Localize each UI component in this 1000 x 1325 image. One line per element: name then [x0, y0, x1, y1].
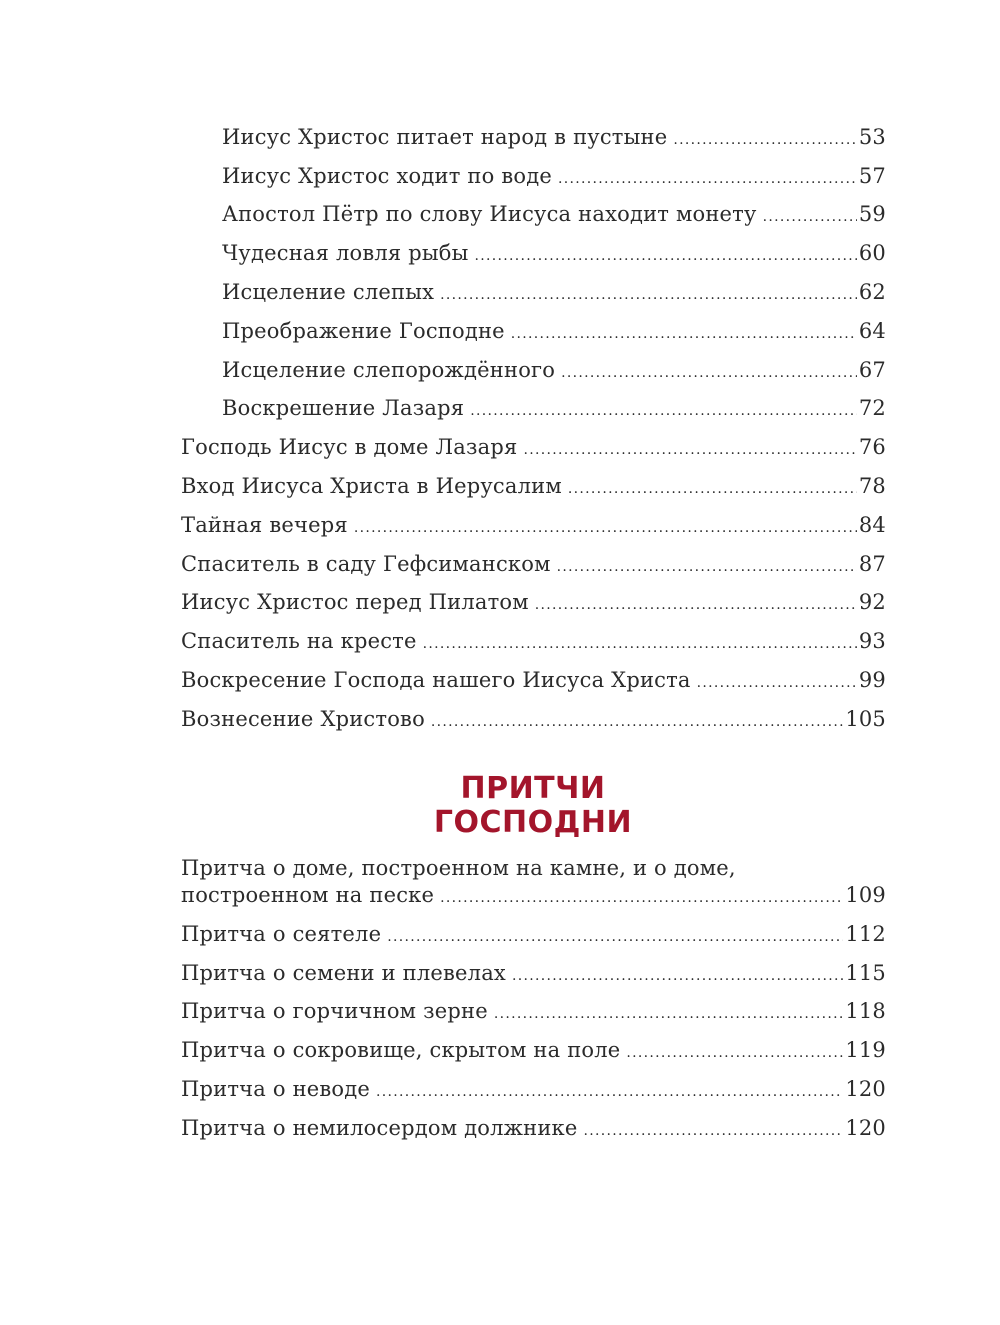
- toc-entry[interactable]: [181, 655, 886, 694]
- toc-entry-title: Притча о сокровище, скрытом на поле: [181, 1038, 621, 1063]
- dot-leader: [763, 201, 857, 228]
- dot-leader: [557, 551, 857, 578]
- toc-entry-page: 72: [858, 396, 886, 421]
- toc-entry-title: Исцеление слепых: [222, 279, 435, 304]
- toc-entry-page: 62: [858, 279, 886, 304]
- toc-entry[interactable]: [181, 909, 886, 948]
- toc-entry-title: Воскресение Господа нашего Иисуса Христа: [181, 667, 691, 692]
- toc-entry-page: 57: [858, 163, 886, 188]
- toc-entry[interactable]: [181, 578, 886, 617]
- toc-entry[interactable]: [181, 1103, 886, 1142]
- dot-leader: [440, 882, 843, 909]
- toc-entry[interactable]: [181, 345, 886, 384]
- toc-entry[interactable]: [181, 855, 886, 909]
- toc-entry-page: 59: [858, 202, 886, 227]
- toc-entry-page: 120: [845, 1076, 886, 1101]
- toc-list-parables: [181, 852, 886, 1142]
- toc-entry-title: Спаситель на кресте: [181, 629, 417, 654]
- dot-leader: [535, 589, 857, 616]
- toc-entry-title: Вход Иисуса Христа в Иерусалим: [181, 473, 562, 498]
- toc-entry[interactable]: [181, 190, 886, 229]
- toc-entry-page: 112: [845, 921, 886, 946]
- toc-entry-page: 119: [845, 1038, 886, 1063]
- toc-entry-title: Иисус Христос питает народ в пустыне: [222, 124, 668, 149]
- dot-leader: [423, 628, 857, 655]
- toc-entry-page: 115: [845, 960, 886, 985]
- toc-entry[interactable]: [181, 384, 886, 423]
- toc-entry-title: Притча о семени и плевелах: [181, 960, 506, 985]
- toc-entry-title-line2: построенном на песке: [181, 883, 435, 907]
- dot-leader: [558, 163, 857, 190]
- dot-leader: [354, 512, 857, 539]
- toc-entry-title: Притча о горчичном зерне: [181, 999, 488, 1024]
- toc-entry-page: 109: [845, 883, 886, 907]
- toc-entry-page: 53: [858, 124, 886, 149]
- toc-entry-line2: [181, 882, 886, 909]
- toc-entry-title: Господь Иисус в доме Лазаря: [181, 435, 518, 460]
- toc-entry-page: 76: [858, 435, 886, 460]
- toc-entry-title: Апостол Пётр по слову Иисуса находит монету: [222, 202, 757, 227]
- dot-leader: [561, 357, 857, 384]
- dot-leader: [523, 434, 856, 461]
- dot-leader: [440, 279, 857, 306]
- toc-entry[interactable]: [181, 1025, 886, 1064]
- toc-entry-title-line1: Притча о доме, построенном на камне, и о доме,: [181, 856, 736, 880]
- toc-entry-title: Спаситель в саду Гефсиманском: [181, 551, 551, 576]
- toc-entry[interactable]: [181, 267, 886, 306]
- toc-entry-page: 92: [858, 590, 886, 615]
- toc-entry[interactable]: [181, 539, 886, 578]
- toc-entry-page: 99: [858, 667, 886, 692]
- dot-leader: [387, 921, 843, 948]
- toc-entry[interactable]: [181, 694, 886, 733]
- toc-entry-title: Вознесение Христово: [181, 706, 425, 731]
- dot-leader: [584, 1115, 844, 1142]
- dot-leader: [470, 395, 857, 422]
- toc-entry-title: Исцеление слепорождённого: [222, 357, 556, 382]
- toc-entry-title: Преображение Господне: [222, 318, 505, 343]
- toc-entry-page: 84: [858, 512, 886, 537]
- dot-leader: [511, 318, 857, 345]
- toc-entry-page: 64: [858, 318, 886, 343]
- toc-entry-title: Тайная вечеря: [181, 512, 348, 537]
- toc-list-chapters: [181, 112, 886, 733]
- toc-entry-title: Иисус Христос ходит по воде: [222, 163, 552, 188]
- dot-leader: [568, 473, 857, 500]
- toc-entry[interactable]: [181, 1064, 886, 1103]
- dot-leader: [512, 960, 843, 987]
- section-heading-line1: ПРИТЧИ: [460, 771, 606, 806]
- dot-leader: [431, 706, 843, 733]
- toc-entry[interactable]: [181, 228, 886, 267]
- toc-entry-title: Воскрешение Лазаря: [222, 396, 465, 421]
- dot-leader: [376, 1076, 843, 1103]
- dot-leader: [475, 240, 857, 267]
- toc-entry-page: 118: [845, 999, 886, 1024]
- toc-entry-page: 78: [858, 473, 886, 498]
- toc-entry-title: Притча о сеятеле: [181, 921, 382, 946]
- toc-entry-page: 60: [858, 241, 886, 266]
- toc-entry[interactable]: [181, 422, 886, 461]
- section-heading-line2: ГОСПОДНИ: [433, 805, 633, 840]
- toc-entry[interactable]: [181, 948, 886, 987]
- toc-entry-page: 67: [858, 357, 886, 382]
- dot-leader: [697, 667, 857, 694]
- toc-entry[interactable]: [181, 500, 886, 539]
- toc-entry[interactable]: [181, 616, 886, 655]
- toc-entry-page: 93: [858, 629, 886, 654]
- toc-entry-title: Чудесная ловля рыбы: [222, 241, 469, 266]
- dot-leader: [626, 1037, 843, 1064]
- toc-entry-title: Притча о неводе: [181, 1076, 371, 1101]
- toc-entry[interactable]: [181, 112, 886, 151]
- toc-entry[interactable]: [181, 151, 886, 190]
- toc-entry-page: 105: [845, 706, 886, 731]
- toc-entry-title: Притча о немилосердом должнике: [181, 1115, 578, 1140]
- toc-entry-page: 120: [845, 1115, 886, 1140]
- toc-entry[interactable]: [181, 306, 886, 345]
- toc-entry[interactable]: [181, 461, 886, 500]
- toc-entry-title: Иисус Христос перед Пилатом: [181, 590, 529, 615]
- dot-leader: [494, 998, 843, 1025]
- toc-entry[interactable]: [181, 987, 886, 1026]
- dot-leader: [673, 124, 857, 151]
- section-heading: [0, 772, 1000, 840]
- toc-entry-page: 87: [858, 551, 886, 576]
